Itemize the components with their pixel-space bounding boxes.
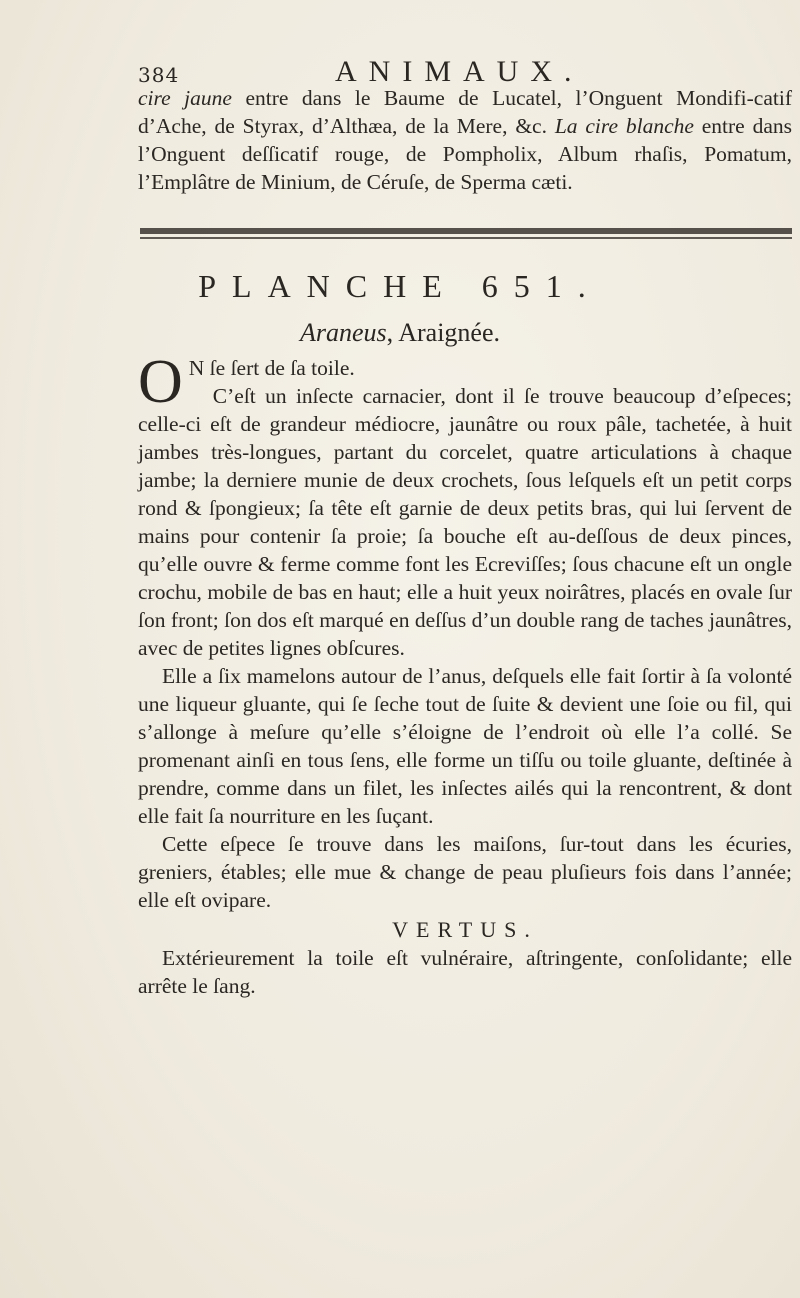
- paragraph-2: C’eſt un inſecte carnacier, dont il ſe trouve beaucoup d’eſpeces; celle-ci eſt de grandeur médiocre, jaunâtre ou roux pâle, tachetée, à huit jambes très-longues, partant du corcelet, quatre articulations à chaque jambe; la derniere munie de deux crochets, ſous leſquels eſt un petit corps rond & ſpongieux; ſa tête eſt garnie de deux petits bras, qui lui ſervent de mains pour contenir ſa proie; ſa bouche eſt au-deſſous de deux pinces, qu’elle ouvre & ferme comme font les Ecreviſſes; ſous chacune eſt un ongle crochu, mobile de bas en haut; elle a huit yeux noirâtres, placés en ovale ſur ſon front; ſon dos eſt marqué en deſſus d’un double rang de taches jaunâtres, avec de petites lignes obſcures.: [138, 384, 792, 660]
- cire-jaune-text: entre dans le Baume de Lucatel, l’Onguent Mondifi-catif d’Ache, de Styrax, d’Althæa, de la Mere, &c.: [138, 86, 792, 138]
- plate-title: PLANCHE 651.: [198, 268, 602, 304]
- french-name: , Araignée.: [386, 318, 500, 347]
- cire-blanche-label: La cire blanche: [554, 114, 694, 138]
- paragraph-4: Cette eſpece ſe trouve dans les maiſons, ſur-tout dans les écuries, greniers, étables; elle mue & change de peau pluſieurs fois dans l’année; elle eſt ovipare.: [138, 832, 792, 912]
- section-divider: [140, 228, 792, 242]
- paragraph-5: Extérieurement la toile eſt vulnéraire, aſtringente, conſolidante; elle arrête le ſang.: [138, 946, 792, 998]
- running-head: ANIMAUX.: [335, 55, 584, 88]
- intro-text: [138, 84, 792, 196]
- divider-thick-line: [140, 228, 792, 234]
- latin-name: Araneus: [299, 318, 387, 347]
- paragraph-1: N ſe ſert de ſa toile.: [188, 356, 355, 380]
- cire-blanche-text: entre dans l’Onguent deſſicatif rouge, de Pompholix, Album rhaſis, Pomatum, l’Emplâtre de Minium, de Céruſe, de Sperma cæti.: [138, 114, 792, 194]
- cire-jaune-label: cire jaune: [138, 86, 232, 110]
- article-body: [138, 348, 792, 1000]
- divider-thin-line: [140, 237, 792, 239]
- vertus-heading: VERTUS.: [392, 917, 538, 942]
- intro-paragraph: [138, 84, 792, 196]
- page-number: 384: [138, 63, 180, 87]
- paragraph-3: Elle a ſix mamelons autour de l’anus, deſquels elle fait ſortir à ſa volonté une liqueur gluante, qui ſe ſeche tout de ſuite & devient une ſoie ou fil, qui s’allonge à meſure qu’elle s’éloigne de l’endroit où elle l’a collé. Se promenant ainſi en tous ſens, elle forme un tiſſu ou toile gluante, deſtinée à prendre, comme dans un filet, les inſectes ailés qui la rencontrent, & dont elle fait ſa nourriture en les ſuçant.: [138, 664, 792, 828]
- plate-subtitle: [0, 318, 800, 348]
- drop-cap: O: [138, 348, 183, 416]
